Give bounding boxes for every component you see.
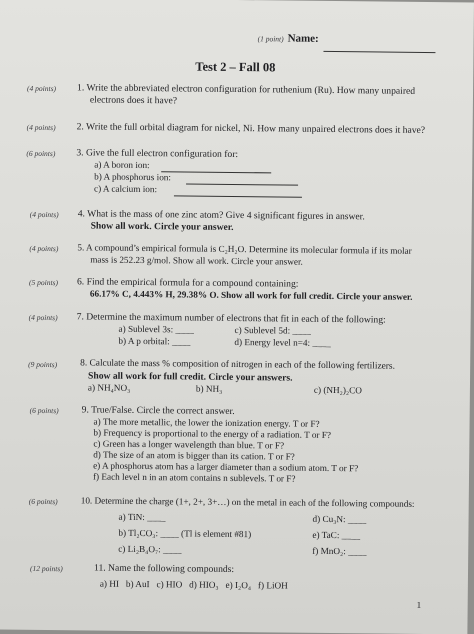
q9-item-c: c) Green has a longer wavelength than blue. T or F? xyxy=(93,438,285,451)
q11-text: 11. Name the following compounds: xyxy=(93,562,235,576)
q2-text: 2. Write the full orbital diagram for nickel, Ni. How many unpaired electrons does it have? xyxy=(76,121,426,136)
q10-item-c: c) Li₂B₄O₇: ____ xyxy=(118,543,182,555)
q6-text-line2: 66.17% C, 4.443% H, 29.38% O. Show all work for full credit. Circle your answer. xyxy=(89,288,413,302)
q3-points: (6 points) xyxy=(26,148,56,159)
q5-points: (4 points) xyxy=(29,243,59,254)
q6-text-line1: 6. Find the empirical formula for a compound containing: xyxy=(76,276,299,290)
q9-item-b: b) Frequency is proportional to the energy of a radiation. T or F? xyxy=(93,427,332,441)
q8-item-c: c) (NH₂)₂CO xyxy=(313,384,362,396)
q8-text-line1: 8. Calculate the mass % composition of nitrogen in each of the following fertilizers. xyxy=(80,358,395,372)
q7-item-c: c) Sublevel 5d: ____ xyxy=(234,324,311,336)
q3-blank-a xyxy=(161,171,271,173)
q9-text: 9. True/False. Circle the correct answer. xyxy=(81,404,235,417)
q1-text-line1: 1. Write the abbreviated electron configuration for ruthenium (Ru). How many unpaired xyxy=(77,82,416,97)
q7-item-a: a) Sublevel 3s: ____ xyxy=(118,323,194,335)
q3-item-a: a) A boron ion: xyxy=(94,159,150,171)
q3-blank-b xyxy=(186,183,298,185)
q10-item-d: d) Cu₃N: ____ xyxy=(312,513,367,525)
q8-text-line2: Show all work for full credit. Circle your answers. xyxy=(87,370,293,384)
q11-points: (12 points) xyxy=(29,563,63,574)
page-number: 1 xyxy=(416,599,422,610)
q10-points: (6 points) xyxy=(28,496,58,507)
q4-text-line2: Show all work. Circle your answer. xyxy=(90,220,234,233)
page-title: Test 2 – Fall 08 xyxy=(195,59,276,75)
q9-points: (6 points) xyxy=(29,405,59,416)
q5-text-line2: mass is 252.23 g/mol. Show all work. Circle your answer. xyxy=(90,254,303,267)
name-points: (1 point) xyxy=(257,34,284,44)
q10-item-a: a) TiN: ____ xyxy=(118,511,166,523)
q10-item-f: f) MnO₂: ____ xyxy=(312,545,367,557)
q3-text: 3. Give the full electron configuration for: xyxy=(76,147,239,161)
q9-item-f: f) Each level n in an atom contains n sublevels. T or F? xyxy=(92,471,296,484)
q3-item-b: b) A phosphorus ion: xyxy=(94,171,172,183)
q10-item-e: e) TaC: ____ xyxy=(312,529,361,541)
q10-text: 10. Determine the charge (1+, 2+, 3+…) on the metal in each of the following compounds: xyxy=(80,495,415,509)
q4-text-line1: 4. What is the mass of one zinc atom? Give 4 significant figures in answer. xyxy=(77,208,365,223)
q8-item-b: b) NH₃ xyxy=(195,383,223,394)
q11-items: a) HI b) AuI c) HIO d) HIO₃ e) I₂O₄ f) LiOH xyxy=(99,578,288,591)
q8-item-a: a) NH₄NO₃ xyxy=(87,382,131,393)
q7-item-b: b) A p orbital: ____ xyxy=(118,335,191,347)
q4-points: (4 points) xyxy=(29,209,59,220)
q5-text-line1: 5. A compound’s empirical formula is C₂H₂O. Determine its molecular formula if its molar xyxy=(77,242,412,256)
name-blank-line xyxy=(323,51,435,53)
name-label: Name: xyxy=(287,32,319,45)
q7-text: 7. Determine the maximum number of electrons that fit in each of the following: xyxy=(76,311,386,326)
q6-points: (5 points) xyxy=(28,277,59,288)
q1-points: (4 points) xyxy=(27,83,57,94)
q3-item-c: c) A calcium ion: xyxy=(93,183,158,195)
q10-item-b: b) Tl₂CO₃: ____ (Tl is element #81) xyxy=(118,527,252,540)
q8-points: (9 points) xyxy=(28,359,58,370)
q3-blank-c xyxy=(174,195,302,197)
q9-item-a: a) The more metallic, the lower the ionization energy. T or F? xyxy=(93,416,320,429)
q1-text-line2: electrons does it have? xyxy=(89,94,178,107)
q7-points: (4 points) xyxy=(28,312,58,323)
q9-item-e: e) A phosphorus atom has a larger diameter than a sodium atom. T or F? xyxy=(93,460,359,474)
q7-item-d: d) Energy level n=4: ____ xyxy=(234,336,331,349)
q9-item-d: d) The size of an atom is bigger than its cation. T or F? xyxy=(93,449,295,462)
q2-points: (4 points) xyxy=(26,122,56,133)
